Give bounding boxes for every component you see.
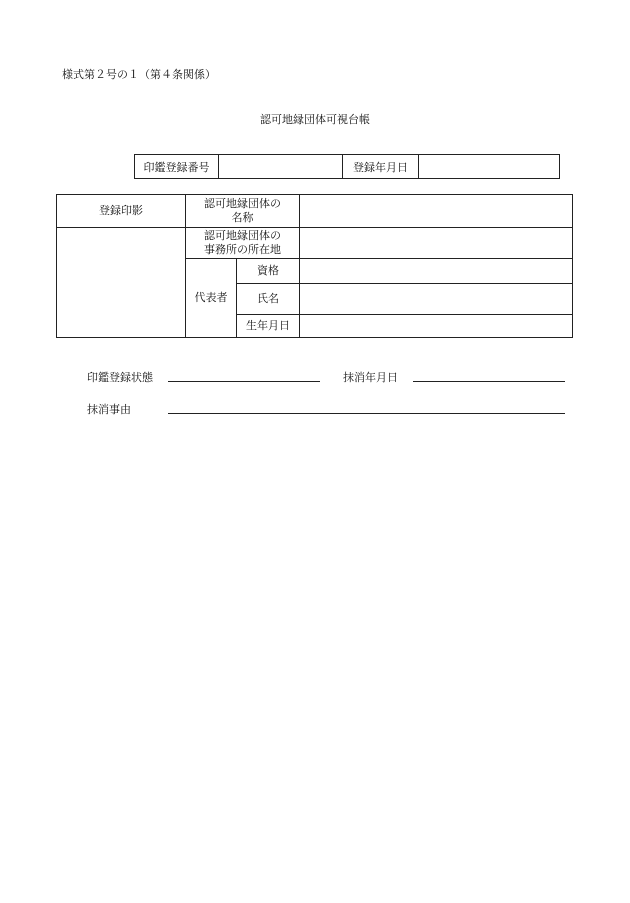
registration-date-label: 登録年月日 xyxy=(343,155,419,178)
cancel-date-label: 抹消年月日 xyxy=(343,371,398,384)
org-name-label-line2: 名称 xyxy=(231,211,254,224)
org-name-field[interactable] xyxy=(300,195,573,228)
org-name-label-line1: 認可地縁団体の xyxy=(204,197,281,210)
office-address-label xyxy=(186,228,300,259)
registry-table xyxy=(56,194,573,338)
birthdate-label: 生年月日 xyxy=(237,315,300,338)
seal-impression-box xyxy=(57,228,186,338)
registration-box xyxy=(134,154,560,179)
cancel-reason-field[interactable] xyxy=(168,399,565,414)
form-number: 様式第２号の１（第４条関係） xyxy=(62,68,216,81)
table-row xyxy=(57,195,573,228)
representative-label: 代表者 xyxy=(186,259,237,338)
seal-number-field[interactable] xyxy=(219,155,343,178)
office-address-label-line1: 認可地縁団体の xyxy=(204,229,281,242)
office-address-field[interactable] xyxy=(300,228,573,259)
seal-status-label: 印鑑登録状態 xyxy=(87,371,153,384)
org-name-label xyxy=(186,195,300,228)
seal-status-field[interactable] xyxy=(168,367,320,382)
cancel-reason-label: 抹消事由 xyxy=(87,403,131,416)
seal-impression-label: 登録印影 xyxy=(57,195,186,228)
seal-number-label: 印鑑登録番号 xyxy=(135,155,219,178)
office-address-label-line2: 事務所の所在地 xyxy=(204,243,281,256)
qualification-field[interactable] xyxy=(300,259,573,284)
qualification-label: 資格 xyxy=(237,259,300,284)
cancel-date-field[interactable] xyxy=(413,367,565,382)
birthdate-field[interactable] xyxy=(300,315,573,338)
name-label: 氏名 xyxy=(237,284,300,315)
registration-date-field[interactable] xyxy=(419,155,559,178)
name-field[interactable] xyxy=(300,284,573,315)
table-row xyxy=(57,228,573,259)
document-title: 認可地縁団体可視台帳 xyxy=(260,113,370,126)
